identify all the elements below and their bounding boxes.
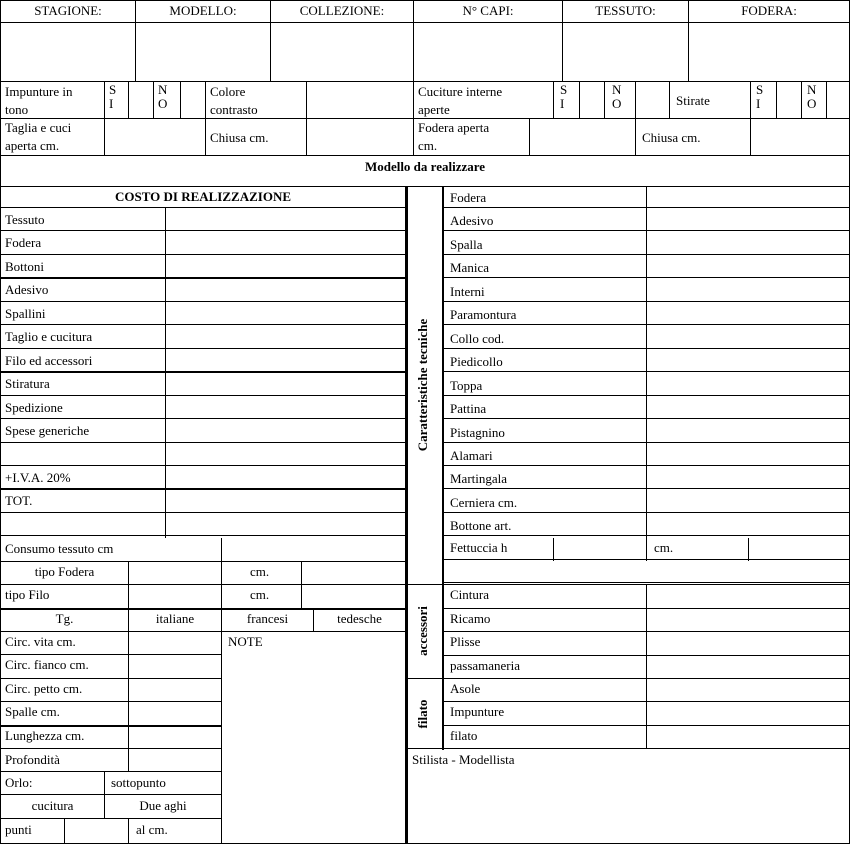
cuciture-label-line1: Cuciture interne [418,84,503,99]
cucitura-label: cucitura [31,798,74,813]
grid-line-v [669,81,670,118]
grid-line-v [301,561,302,608]
grid-line-h [0,22,850,23]
al-cm-label: al cm. [136,822,168,837]
grid-line-h [0,771,221,772]
header-collezione: COLLEZIONE: [299,3,385,18]
grid-line-v [0,0,1,844]
stirate-si-option[interactable]: S I [756,82,764,111]
tedesche-label: tedesche [337,611,382,626]
cost-item-label: Stiratura [5,376,50,391]
accessory-item-label: Plisse [450,634,481,649]
cost-item-label: +I.V.A. 20% [5,470,71,485]
cost-value-cell[interactable] [166,301,404,323]
grid-line-v [306,81,307,118]
grid-line-v [153,81,154,118]
grid-line-h [0,277,405,279]
grid-line-v [801,81,802,118]
grid-line-v [405,186,408,844]
grid-line-v [776,81,777,118]
technical-item-label: Bottone art. [450,518,512,533]
grid-line-v [646,584,647,748]
tipo-fodera-cm-label: cm. [250,564,270,579]
orlo-label: Orlo: [5,775,33,790]
grid-line-v [165,207,166,538]
fodera-aperta-line1: Fodera aperta [418,120,490,135]
tg-label: Tg. [55,611,74,626]
cost-value-cell[interactable] [166,230,404,252]
technical-item-label: Fodera [450,190,487,205]
grid-line-v [135,0,136,81]
technical-item-label: Martingala [450,471,508,486]
header-modello: MODELLO: [169,3,237,18]
grid-line-v [313,608,314,631]
grid-line-v [635,81,636,118]
cost-value-cell[interactable] [166,442,404,464]
grid-line-v [205,81,206,118]
collezione-value-cell[interactable] [271,23,413,80]
italiane-label: italiane [155,611,195,626]
grid-line-h [0,701,221,702]
grid-line-h [0,254,405,255]
grid-line-v [562,0,563,81]
stilista-modellista-label: Stilista - Modellista [412,752,515,767]
colore-label-line2: contrasto [210,102,258,117]
yarn-item-label: filato [450,728,478,743]
technical-item-label: Pattina [450,401,487,416]
cost-item-label: Taglio e cucitura [5,329,93,344]
grid-line-v [579,81,580,118]
cost-value-cell[interactable] [166,254,404,276]
stirate-no-option[interactable]: N O [807,82,817,111]
grid-line-v [270,0,271,81]
grid-line-v [64,818,65,844]
consumo-tessuto-label: Consumo tessuto cm [5,541,114,556]
model-title: Modello da realizzare [364,159,486,174]
header-tessuto: TESSUTO: [595,3,656,18]
grid-line-v [646,538,647,561]
grid-line-h [0,230,405,231]
yarn-item-label: Impunture [450,704,505,719]
grid-line-h [0,794,221,795]
grid-line-h [0,0,850,1]
cost-value-cell[interactable] [166,465,404,487]
impunture-label-line2: tono [5,102,29,117]
grid-line-h [0,584,405,585]
grid-line-v [604,81,605,118]
accessori-label: accessori [415,606,430,656]
grid-line-h [405,678,850,679]
grid-line-h [0,818,221,819]
grid-line-h [0,725,221,727]
cost-value-cell[interactable] [166,324,404,346]
stirate-label: Stirate [676,93,710,108]
technical-item-label: Piedicollo [450,354,503,369]
grid-line-v [646,186,647,538]
caratteristiche-tecniche-label: Caratteristiche tecniche [415,318,430,452]
grid-line-h [0,442,405,443]
technical-item-label: Cerniera cm. [450,495,518,510]
grid-line-v [413,118,414,155]
grid-line-v [128,608,129,631]
cost-value-cell[interactable] [166,488,404,510]
grid-line-h [0,371,405,373]
grid-line-h [0,418,405,419]
cost-value-cell[interactable] [166,348,404,370]
grid-line-v [128,818,129,844]
technical-item-label: Interni [450,284,485,299]
cost-value-cell[interactable] [166,277,404,299]
accessory-item-label: Cintura [450,587,489,602]
grid-line-v [221,538,222,608]
grid-line-v [128,631,129,771]
grid-line-v [180,81,181,118]
stagione-value-cell[interactable] [1,23,135,80]
grid-line-h [0,512,405,513]
grid-line-v [748,538,749,561]
grid-line-h [0,324,405,325]
grid-line-v [750,118,751,155]
size-measure-label: Spalle cm. [5,704,60,719]
impunture-si-option[interactable]: S I [109,82,117,111]
technical-item-label: Spalla [450,237,483,252]
cuciture-no-option[interactable]: N O [612,82,622,111]
tessuto-value-cell[interactable] [563,23,688,80]
grid-line-v [104,81,105,118]
grid-line-h [0,488,405,490]
grid-line-h [0,395,405,396]
due-aghi-label: Due aghi [139,798,187,813]
grid-line-h [442,582,850,583]
technical-item-label: Pistagnino [450,425,505,440]
header-stagione: STAGIONE: [34,3,102,18]
technical-item-label: Toppa [450,378,483,393]
filato-label: filato [415,699,430,729]
francesi-label: francesi [246,611,289,626]
grid-line-v [104,118,105,155]
technical-item-label: Collo cod. [450,331,505,346]
grid-line-h [0,631,405,632]
cost-value-cell[interactable] [166,371,404,393]
yarn-item-label: Asole [450,681,481,696]
grid-line-h [0,186,850,187]
accessory-item-label: passamaneria [450,658,521,673]
grid-line-h [0,207,405,208]
modello-value-cell[interactable] [136,23,270,80]
cost-item-label: Adesivo [5,282,49,297]
impunture-no-option[interactable]: N O [158,82,168,111]
grid-line-v [688,0,689,81]
grid-line-h [0,301,405,302]
accessory-item-label: Ricamo [450,611,491,626]
grid-line-v [104,771,105,818]
cost-item-label: Tessuto [5,212,45,227]
sottopunto-label: sottopunto [111,775,166,790]
grid-line-h [0,608,405,610]
grid-line-v [205,118,206,155]
grid-line-v [635,118,636,155]
cost-item-label: Spese generiche [5,423,90,438]
grid-line-v [442,186,444,750]
cost-value-cell[interactable] [166,512,404,534]
grid-line-v [553,538,554,561]
colore-label-line1: Colore [210,84,246,99]
grid-line-h [0,155,850,156]
grid-line-v [413,81,414,118]
grid-line-h [405,584,850,585]
cost-item-label: Fodera [5,235,42,250]
fettuccia-cm-label: cm. [654,540,674,555]
grid-line-v [221,608,222,844]
tipo-filo-cm-label: cm. [250,587,270,602]
chiusa-label-left: Chiusa cm. [210,130,269,145]
grid-line-v [128,561,129,608]
cost-item-label: Spallini [5,306,46,321]
cost-section-title: COSTO DI REALIZZAZIONE [114,189,292,204]
note-label: NOTE [228,634,263,649]
tipo-fodera-label: tipo Fodera [34,564,95,579]
n-capi-value-cell[interactable] [414,23,562,80]
grid-line-h [0,118,850,119]
cost-item-label: Filo ed accessori [5,353,93,368]
cuciture-label-line2: aperte [418,102,450,117]
grid-line-v [553,81,554,118]
technical-item-label: Alamari [450,448,493,463]
grid-line-v [306,118,307,155]
punti-label: punti [5,822,32,837]
technical-item-label: Manica [450,260,489,275]
grid-line-v [529,118,530,155]
taglia-label-line1: Taglia e cuci [5,120,72,135]
taglia-label-line2: aperta cm. [5,138,60,153]
cost-item-label: Spedizione [5,400,63,415]
cost-value-cell[interactable] [166,395,404,417]
cost-item-label: TOT. [5,493,33,508]
grid-line-h [0,748,221,749]
grid-line-h [405,748,850,749]
header-n-capi: N° CAPI: [462,3,514,18]
grid-line-v [128,81,129,118]
size-measure-label: Circ. fianco cm. [5,657,89,672]
grid-line-h [0,678,221,679]
impunture-label-line1: Impunture in [5,84,73,99]
tipo-filo-label: tipo Filo [5,587,50,602]
cost-value-cell[interactable] [166,418,404,440]
fettuccia-label: Fettuccia h [450,540,508,555]
cost-value-cell[interactable] [166,207,404,229]
grid-line-v [413,0,414,81]
chiusa-label-right: Chiusa cm. [642,130,701,145]
size-measure-label: Circ. vita cm. [5,634,76,649]
grid-line-v [826,81,827,118]
grid-line-h [0,561,405,562]
technical-item-label: Paramontura [450,307,517,322]
cuciture-si-option[interactable]: S I [560,82,568,111]
size-measure-label: Lunghezza cm. [5,728,85,743]
fodera-value-cell[interactable] [689,23,849,80]
size-measure-label: Circ. petto cm. [5,681,83,696]
fodera-aperta-line2: cm. [418,138,438,153]
grid-line-h [0,535,405,536]
grid-line-h [0,654,221,655]
header-fodera: FODERA: [741,3,797,18]
technical-item-label: Adesivo [450,213,494,228]
cost-item-label: Bottoni [5,259,45,274]
grid-line-h [0,465,405,466]
size-measure-label: Profondità [5,752,60,767]
grid-line-v [750,81,751,118]
grid-line-h [0,348,405,349]
